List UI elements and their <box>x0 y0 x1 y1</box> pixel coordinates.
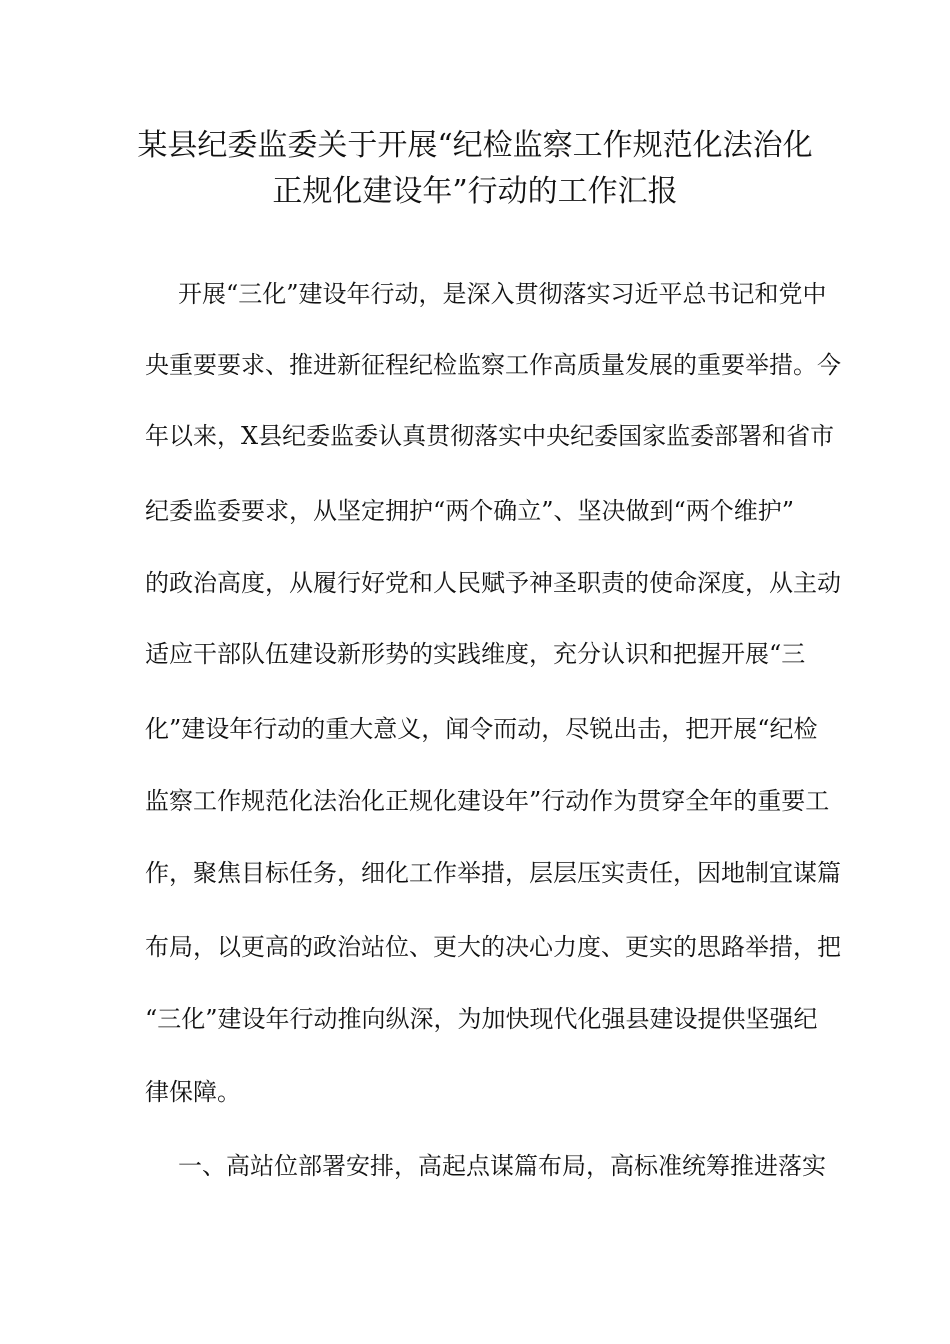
paragraph-line: “三化”建设年行动推向纵深，为加快现代化强县建设提供坚强纪 <box>145 1005 818 1033</box>
document-title-line-1: 某县纪委监委关于开展“纪检监察工作规范化法治化 <box>137 128 813 163</box>
section-heading: 一、高站位部署安排，高起点谋篇布局，高标准统筹推进落实 <box>178 1152 826 1180</box>
paragraph-line: 年以来，X县纪委监委认真贯彻落实中央纪委国家监委部署和省市 <box>145 422 835 450</box>
paragraph-line: 央重要要求、推进新征程纪检监察工作高质量发展的重要举措。今 <box>145 351 841 379</box>
document-title-line-2: 正规化建设年”行动的工作汇报 <box>272 174 678 209</box>
paragraph-line: 开展“三化”建设年行动，是深入贯彻落实习近平总书记和党中 <box>178 280 827 308</box>
paragraph-line: 适应干部队伍建设新形势的实践维度，充分认识和把握开展“三 <box>145 640 806 668</box>
paragraph-line: 化”建设年行动的重大意义，闻令而动，尽锐出击，把开展“纪检 <box>145 715 818 743</box>
paragraph-line: 布局，以更高的政治站位、更大的决心力度、更实的思路举措，把 <box>145 933 841 961</box>
paragraph-line: 律保障。 <box>145 1078 241 1106</box>
paragraph-line: 监察工作规范化法治化正规化建设年”行动作为贯穿全年的重要工 <box>145 787 830 815</box>
paragraph-line: 纪委监委要求，从坚定拥护“两个确立”、坚决做到“两个维护” <box>145 497 795 525</box>
paragraph-line: 的政治高度，从履行好党和人民赋予神圣职责的使命深度，从主动 <box>145 569 841 597</box>
paragraph-line: 作，聚焦目标任务，细化工作举措，层层压实责任，因地制宜谋篇 <box>145 859 841 887</box>
